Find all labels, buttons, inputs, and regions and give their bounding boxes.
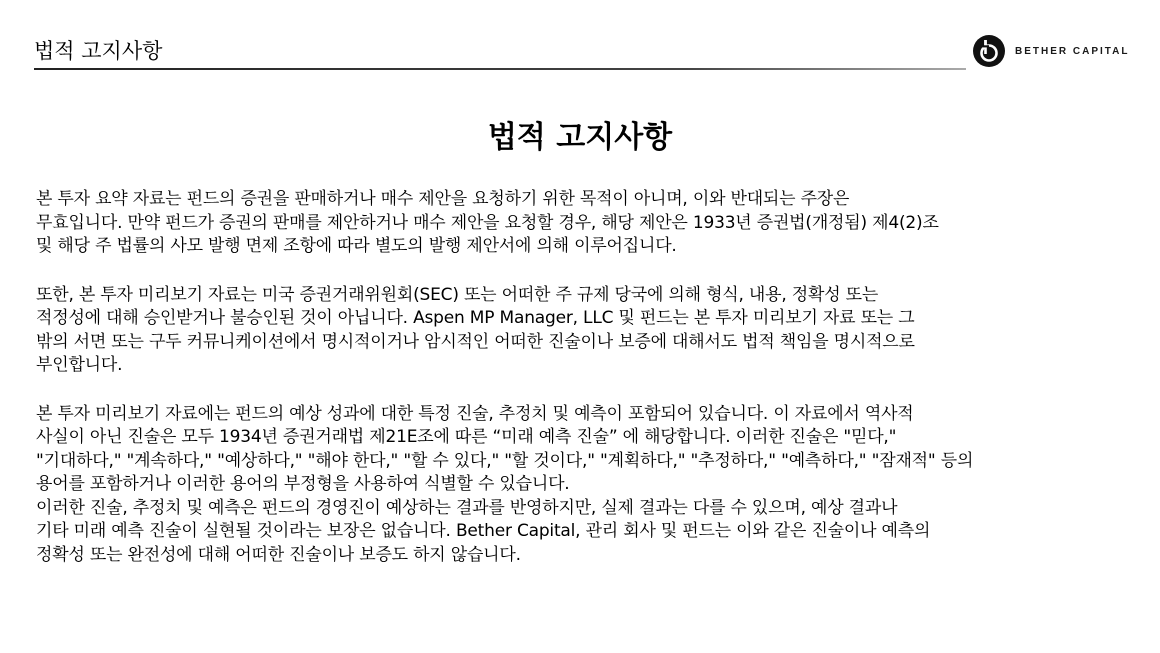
paragraph-line: 기타 미래 예측 진술이 실현될 것이라는 보장은 없습니다. Bether Capital, 관리 회사 및 펀드는 이와 같은 진술이나 예측의	[36, 521, 931, 541]
paragraph-line: 및 해당 주 법률의 사모 발행 면제 조항에 따라 별도의 발행 제안서에 의해 이루어집니다.	[36, 236, 677, 256]
header-divider	[34, 68, 966, 70]
header	[0, 0, 1160, 72]
disclaimer-paragraph-1	[36, 188, 1136, 259]
paragraph-line: 본 투자 미리보기 자료에는 펀드의 예상 성과에 대한 특정 진술, 추정치 및 예측이 포함되어 있습니다. 이 자료에서 역사적	[36, 403, 914, 424]
paragraph-line: 사실이 아닌 진술은 모두 1934년 증권거래법 제21E조에 따른 “미래 예측 진술” 에 해당합니다. 이러한 진술은 "믿다,"	[36, 427, 897, 447]
logo-text: BETHER CAPITAL	[1015, 45, 1130, 57]
paragraph-line: 밖의 서면 또는 구두 커뮤니케이션에서 명시적이거나 암시적인 어떠한 진술이나 보증에 대해서도 법적 책임을 명시적으로	[36, 331, 915, 352]
paragraph-line: 부인합니다.	[36, 355, 123, 375]
paragraph-line: 본 투자 요약 자료는 펀드의 증권을 판매하거나 매수 제안을 요청하기 위한 목적이 아니며, 이와 반대되는 주장은	[36, 189, 850, 209]
paragraph-line: 용어를 포함하거나 이러한 용어의 부정형을 사용하여 식별할 수 있습니다.	[36, 474, 570, 494]
paragraph-line: 적정성에 대해 승인받거나 불승인된 것이 아닙니다. Aspen MP Manager, LLC 및 펀드는 본 투자 미리보기 자료 또는 그	[36, 308, 915, 328]
page-heading-text: 법적 고지사항	[487, 120, 673, 155]
paragraph-line: 정확성 또는 완전성에 대해 어떠한 진술이나 보증도 하지 않습니다.	[36, 544, 521, 565]
paragraph-line: 또한, 본 투자 미리보기 자료는 미국 증권거래위원회(SEC) 또는 어떠한 주 규제 당국에 의해 형식, 내용, 정확성 또는	[36, 284, 879, 305]
header-title: 법적 고지사항	[34, 39, 163, 63]
company-logo	[972, 33, 1129, 69]
bether-capital-logo-icon	[972, 34, 1006, 68]
disclaimer-content	[36, 188, 1136, 592]
page-heading	[0, 118, 1160, 158]
paragraph-line: 무효입니다. 만약 펀드가 증권의 판매를 제안하거나 매수 제안을 요청할 경우, 해당 제안은 1933년 증권법(개정됨) 제4(2)조	[36, 212, 939, 233]
paragraph-line: "기대하다," "계속하다," "예상하다," "해야 한다," "할 수 있다," "할 것이다," "계획하다," "추정하다," "예측하다," "잠재적" 등의	[36, 450, 974, 471]
disclaimer-paragraph-3	[36, 403, 1136, 568]
disclaimer-paragraph-2	[36, 284, 1136, 378]
paragraph-line: 이러한 진술, 추정치 및 예측은 펀드의 경영진이 예상하는 결과를 반영하지만, 실제 결과는 다를 수 있으며, 예상 결과나	[36, 497, 898, 518]
